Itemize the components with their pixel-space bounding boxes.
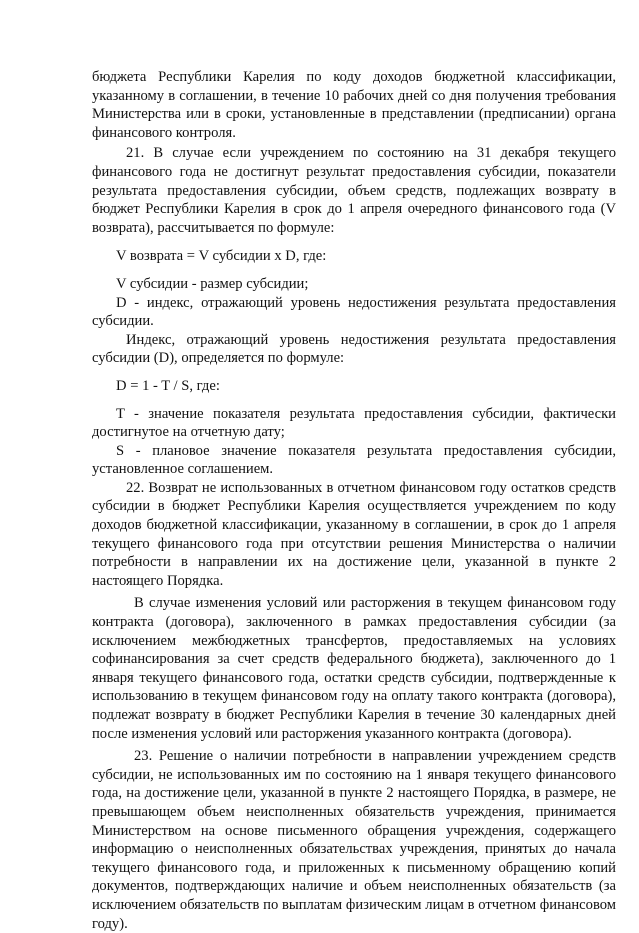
paragraph-23: 23. Решение о наличии потребности в направлении учреждением средств субсидии, не использованных им по состоянию на 1 января текущего финансового года, на достижение цели, указанной в пункте 2 настоящего Порядка, в размере, не превышающем объем неисполненных обязательств учреждения, принимается Министерством на основе письменного обращения учреждения, содержащего информацию о неисполненных обязательствах учреждения, принятых до начала текущего финансового года, и приложенных к письменному обращению копий документов, подтверждающих наличие и объем неисполненных обязательств (за исключением обязательств по выплатам физическим лицам в отчетном финансовом году). <box>92 748 616 932</box>
paragraph-22: 22. Возврат не использованных в отчетном финансовом году остатков средств субсидии в бюджет Республики Карелия осуществляется учреждением по коду доходов бюджетной классификации, указанному в соглашении, в срок до 1 апреля текущего финансового года при отсутствии решения Министерства о наличии потребности в направлении их на достижение цели, указанной в пункте 2 настоящего Порядка. <box>92 479 616 589</box>
paragraph-21: 21. В случае если учреждением по состоянию на 31 декабря текущего финансового года не достигнут результат предоставления субсидии, показатели результата предоставления субсидии, объем средств, подлежащих возврату в бюджет Республики Карелия в срок до 1 апреля очередного финансового года (V возврата), рассчитывается по формуле: <box>92 145 616 236</box>
definition-t-value: T - значение показателя результата предоставления субсидии, фактически достигнутое на отчетную дату; <box>92 405 616 441</box>
document-page <box>92 68 616 933</box>
paragraph-index: Индекс, отражающий уровень недостижения результата предоставления субсидии (D), определяется по формуле: <box>92 331 616 367</box>
paragraph-contract: В случае изменения условий или расторжения в текущем финансовом году контракта (договора), заключенного в рамках предоставления субсидии (за исключением межбюджетных трансфертов, предоставляемых на условиях софинансирования за счет средств федерального бюджета), заключенного до 1 января текущего финансового года, остатки средств субсидии, подтвержденные к использованию в текущем финансовом году на оплату такого контракта (договора), подлежат возврату в бюджет Республики Карелия в течение 30 календарных дней после изменения условий или расторжения указанного контракта (договора). <box>92 595 616 742</box>
definition-s-plan: S - плановое значение показателя результата предоставления субсидии, установленное соглашением. <box>92 442 616 478</box>
formula-index: D = 1 - T / S, где: <box>116 377 220 394</box>
definition-d-index: D - индекс, отражающий уровень недостижения результата предоставления субсидии. <box>92 294 616 330</box>
formula-refund: V возврата = V субсидии х D, где: <box>116 248 327 265</box>
paragraph-continuation: бюджета Республики Карелия по коду доходов бюджетной классификации, указанному в соглашении, в течение 10 рабочих дней со дня получения требования Министерства или в сроки, установленные в представлении (предписании) органа финансового контроля. <box>92 69 616 141</box>
definition-v-subsidy: V субсидии - размер субсидии; <box>116 275 309 292</box>
